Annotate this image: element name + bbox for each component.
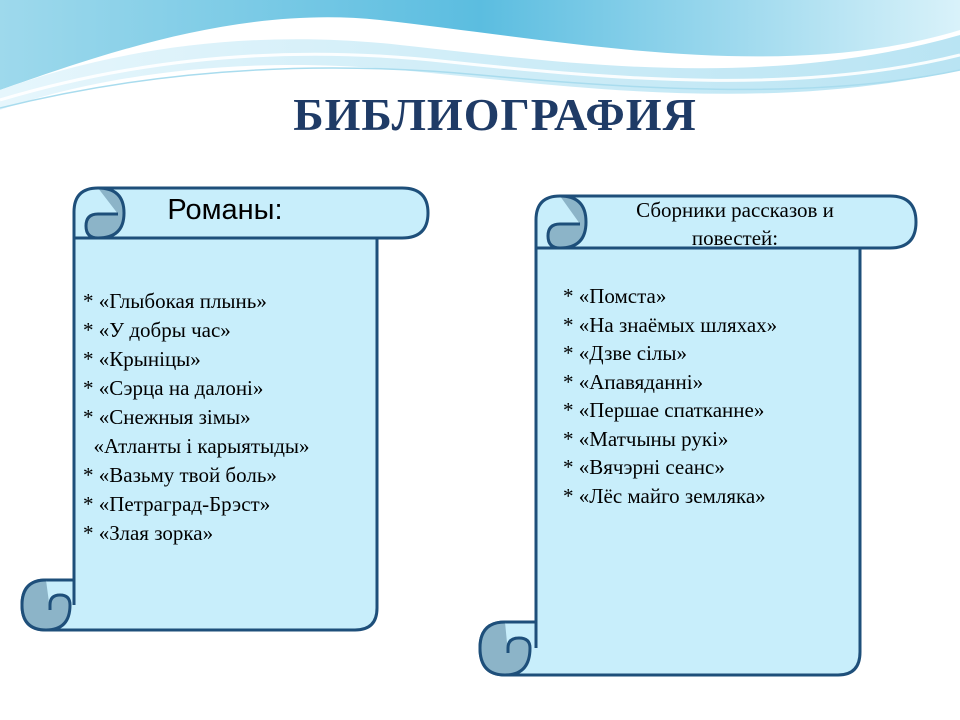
slide-title: БИБЛИОГРАФИЯ bbox=[293, 89, 697, 140]
list-item: * «Крыніцы» bbox=[83, 347, 201, 371]
list-item: * «Вячэрні сеанс» bbox=[563, 455, 725, 479]
list-item: * «Лёс майго земляка» bbox=[563, 483, 766, 508]
collections-heading-line1: Сборники рассказов и bbox=[636, 198, 834, 222]
list-item: * «Дзве сілы» bbox=[563, 341, 688, 365]
collections-heading bbox=[595, 196, 875, 252]
list-item: * «Петраград-Брэст» bbox=[83, 492, 271, 516]
list-item: * «Першае спатканне» bbox=[563, 398, 765, 422]
list-item: * «У добры час» bbox=[83, 318, 231, 342]
list-item: * «Снежныя зімы» bbox=[83, 405, 251, 429]
list-item: * «Злая зорка» bbox=[83, 521, 214, 545]
collections-heading-line2: повестей: bbox=[691, 226, 779, 250]
novels-list bbox=[83, 287, 310, 548]
list-item: * «Помста» bbox=[563, 284, 667, 308]
list-item: * «Сэрца на далоні» bbox=[83, 376, 264, 400]
collections-list bbox=[563, 282, 777, 510]
list-item: * «Вазьму твой боль» bbox=[83, 463, 277, 487]
novels-heading: Романы: bbox=[167, 194, 283, 226]
list-item: * «Апавяданні» bbox=[563, 369, 704, 394]
list-item: * «На знаёмых шляхах» bbox=[563, 312, 778, 337]
list-item: * «Матчыны рукі» bbox=[563, 426, 729, 451]
list-item: «Атланты і карыятыды» bbox=[83, 434, 310, 458]
list-item: * «Глыбокая плынь» bbox=[83, 289, 267, 313]
